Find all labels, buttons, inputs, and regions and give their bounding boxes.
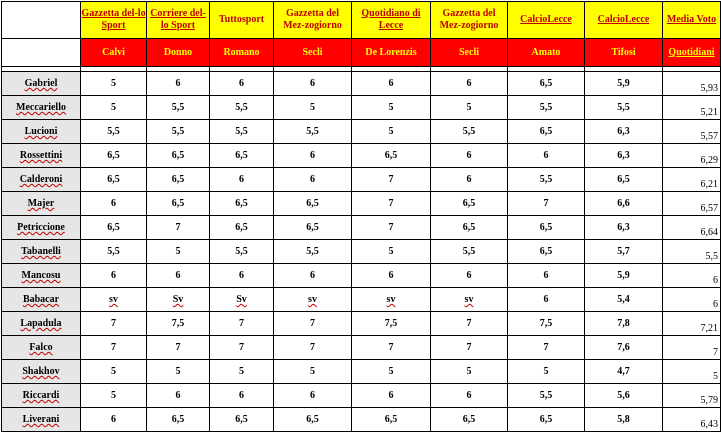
vote-cell: 5,5: [274, 240, 352, 264]
vote-cell: 6,5: [274, 408, 352, 432]
author-header: Tifosi: [585, 39, 663, 67]
vote-cell: 6,5: [352, 144, 431, 168]
author-header: Secli: [431, 39, 508, 67]
vote-cell: Sv: [210, 288, 274, 312]
player-row: [2, 72, 721, 96]
vote-cell: 7: [210, 312, 274, 336]
player-name: Liverani: [2, 408, 81, 432]
player-row: [2, 192, 721, 216]
vote-cell: 6,5: [508, 72, 585, 96]
vote-cell: 6: [210, 72, 274, 96]
newspaper-header-row: [2, 2, 721, 39]
newspaper-header: Quotidiano di Lecce: [352, 2, 431, 39]
vote-cell: 5: [431, 360, 508, 384]
vote-cell: 6: [508, 144, 585, 168]
author-header: Amato: [508, 39, 585, 67]
average-cell: 7: [663, 336, 721, 360]
vote-cell: 6: [81, 264, 147, 288]
vote-cell: 7: [274, 312, 352, 336]
vote-cell: 6,5: [431, 192, 508, 216]
vote-cell: 7,5: [352, 312, 431, 336]
player-row: [2, 120, 721, 144]
vote-cell: 5,5: [431, 240, 508, 264]
player-name: Majer: [2, 192, 81, 216]
average-cell: 5,5: [663, 240, 721, 264]
vote-cell: 7,5: [147, 312, 210, 336]
average-cell: 6,57: [663, 192, 721, 216]
vote-cell: 7: [210, 336, 274, 360]
vote-cell: 6,5: [210, 192, 274, 216]
newspaper-header: Gazzetta del-lo Sport: [81, 2, 147, 39]
vote-cell: 5,5: [508, 96, 585, 120]
vote-cell: sv: [81, 288, 147, 312]
average-header: Media Voto: [663, 2, 721, 39]
vote-cell: 7: [147, 336, 210, 360]
average-cell: 6,43: [663, 408, 721, 432]
vote-cell: sv: [352, 288, 431, 312]
vote-cell: 5: [352, 96, 431, 120]
vote-cell: 5,5: [81, 120, 147, 144]
average-cell: 5,93: [663, 72, 721, 96]
vote-cell: 7,6: [585, 336, 663, 360]
vote-cell: 7: [274, 336, 352, 360]
author-header: Calvi: [81, 39, 147, 67]
player-name: Rossettini: [2, 144, 81, 168]
vote-cell: 6,5: [147, 192, 210, 216]
vote-cell: sv: [431, 288, 508, 312]
newspaper-header: Corriere del-lo Sport: [147, 2, 210, 39]
average-cell: 7,21: [663, 312, 721, 336]
vote-cell: 6: [274, 168, 352, 192]
vote-cell: 5,5: [81, 240, 147, 264]
vote-cell: 6,5: [352, 408, 431, 432]
vote-cell: 5: [431, 96, 508, 120]
vote-cell: 7: [147, 216, 210, 240]
vote-cell: 5,6: [585, 384, 663, 408]
player-row: [2, 408, 721, 432]
vote-cell: 5,9: [585, 264, 663, 288]
player-row: [2, 168, 721, 192]
player-row: [2, 288, 721, 312]
vote-cell: 7,8: [585, 312, 663, 336]
vote-cell: 5: [508, 360, 585, 384]
player-name: Riccardi: [2, 384, 81, 408]
vote-cell: 7: [81, 336, 147, 360]
vote-cell: sv: [274, 288, 352, 312]
vote-cell: 5,5: [585, 96, 663, 120]
vote-cell: 6,5: [147, 408, 210, 432]
vote-cell: 5,5: [508, 384, 585, 408]
vote-cell: 7: [81, 312, 147, 336]
player-name: Babacar: [2, 288, 81, 312]
vote-cell: 5,5: [508, 168, 585, 192]
vote-cell: 6,5: [274, 192, 352, 216]
vote-cell: 6: [210, 384, 274, 408]
vote-cell: 5,5: [274, 120, 352, 144]
vote-cell: 7: [352, 192, 431, 216]
vote-cell: 6,5: [431, 408, 508, 432]
vote-cell: 5,4: [585, 288, 663, 312]
vote-cell: 5: [352, 360, 431, 384]
vote-cell: 6,3: [585, 120, 663, 144]
vote-cell: 5: [352, 120, 431, 144]
average-cell: 5,21: [663, 96, 721, 120]
average-cell: 6,64: [663, 216, 721, 240]
vote-cell: 6: [431, 144, 508, 168]
vote-cell: 5,5: [147, 96, 210, 120]
vote-cell: 6: [81, 408, 147, 432]
vote-cell: 6: [352, 384, 431, 408]
vote-cell: 5: [81, 96, 147, 120]
player-name: Lucioni: [2, 120, 81, 144]
vote-cell: 5: [147, 240, 210, 264]
player-row: [2, 336, 721, 360]
vote-cell: 6,5: [508, 408, 585, 432]
vote-cell: 7: [508, 192, 585, 216]
vote-cell: 5,8: [585, 408, 663, 432]
vote-cell: 6,5: [210, 408, 274, 432]
vote-cell: 5,5: [431, 120, 508, 144]
vote-cell: 6: [431, 384, 508, 408]
vote-cell: Sv: [147, 288, 210, 312]
vote-cell: 5: [210, 360, 274, 384]
vote-cell: 5: [147, 360, 210, 384]
vote-cell: 6,5: [585, 168, 663, 192]
vote-cell: 6,3: [585, 144, 663, 168]
author-header: Romano: [210, 39, 274, 67]
average-cell: 5: [663, 360, 721, 384]
vote-cell: 6: [431, 72, 508, 96]
newspaper-header: Gazzetta del Mez-zogiorno: [431, 2, 508, 39]
vote-cell: 7: [508, 336, 585, 360]
average-cell: 6,29: [663, 144, 721, 168]
vote-cell: 5: [274, 96, 352, 120]
vote-cell: 6: [508, 288, 585, 312]
vote-cell: 6,5: [147, 144, 210, 168]
vote-cell: 6: [147, 72, 210, 96]
vote-cell: 6: [81, 192, 147, 216]
player-name: Meccariello: [2, 96, 81, 120]
author-header: Quotidiani: [663, 39, 721, 67]
vote-cell: 6: [274, 264, 352, 288]
vote-cell: 6,5: [508, 120, 585, 144]
average-cell: 6: [663, 288, 721, 312]
vote-cell: 5: [81, 384, 147, 408]
vote-cell: 5: [81, 72, 147, 96]
ratings-table: [1, 1, 721, 432]
player-name: Shakhov: [2, 360, 81, 384]
newspaper-header: Gazzetta del Mez-zogiorno: [274, 2, 352, 39]
average-cell: 6: [663, 264, 721, 288]
vote-cell: 6,5: [81, 216, 147, 240]
player-row: [2, 312, 721, 336]
player-name: Calderoni: [2, 168, 81, 192]
vote-cell: 6,5: [81, 144, 147, 168]
vote-cell: 5,7: [585, 240, 663, 264]
vote-cell: 6: [274, 144, 352, 168]
vote-cell: 6: [210, 264, 274, 288]
vote-cell: 6: [274, 72, 352, 96]
header-corner-cell: [2, 2, 81, 39]
vote-cell: 5,5: [210, 96, 274, 120]
vote-cell: 7: [352, 336, 431, 360]
vote-cell: 6,6: [585, 192, 663, 216]
player-name: Falco: [2, 336, 81, 360]
vote-cell: 6,5: [210, 144, 274, 168]
vote-cell: 6,5: [431, 216, 508, 240]
vote-cell: 6,3: [585, 216, 663, 240]
vote-cell: 6: [147, 264, 210, 288]
author-header: De Lorenzis: [352, 39, 431, 67]
vote-cell: 5,5: [210, 240, 274, 264]
vote-cell: 5: [274, 360, 352, 384]
newspaper-header: CalcioLecce: [508, 2, 585, 39]
newspaper-header: CalcioLecce: [585, 2, 663, 39]
vote-cell: 4,7: [585, 360, 663, 384]
vote-cell: 7: [352, 216, 431, 240]
player-name: Gabriel: [2, 72, 81, 96]
vote-cell: 7: [431, 336, 508, 360]
vote-cell: 5,9: [585, 72, 663, 96]
vote-cell: 6: [352, 72, 431, 96]
player-name: Lapadula: [2, 312, 81, 336]
vote-cell: 6,5: [508, 216, 585, 240]
vote-cell: 6: [431, 168, 508, 192]
average-cell: 6,21: [663, 168, 721, 192]
average-cell: 5,57: [663, 120, 721, 144]
author-header: Donno: [147, 39, 210, 67]
vote-cell: 6,5: [274, 216, 352, 240]
newspaper-header: Tuttosport: [210, 2, 274, 39]
vote-cell: 6: [352, 264, 431, 288]
vote-cell: 6: [210, 168, 274, 192]
player-row: [2, 96, 721, 120]
vote-cell: 7: [352, 168, 431, 192]
player-row: [2, 240, 721, 264]
vote-cell: 5: [352, 240, 431, 264]
vote-cell: 6,5: [210, 216, 274, 240]
vote-cell: 5: [81, 360, 147, 384]
vote-cell: 6: [508, 264, 585, 288]
vote-cell: 6,5: [508, 240, 585, 264]
player-row: [2, 384, 721, 408]
vote-cell: 6: [274, 384, 352, 408]
vote-cell: 6,5: [81, 168, 147, 192]
vote-cell: 7,5: [508, 312, 585, 336]
player-row: [2, 216, 721, 240]
vote-cell: 5,5: [147, 120, 210, 144]
player-name: Tabanelli: [2, 240, 81, 264]
player-row: [2, 264, 721, 288]
vote-cell: 5,5: [210, 120, 274, 144]
vote-cell: 7: [431, 312, 508, 336]
player-name: Petriccione: [2, 216, 81, 240]
author-header: Secli: [274, 39, 352, 67]
player-name: Mancosu: [2, 264, 81, 288]
average-cell: 5,79: [663, 384, 721, 408]
vote-cell: 6: [431, 264, 508, 288]
vote-cell: 6: [147, 384, 210, 408]
author-header-row: [2, 39, 721, 67]
vote-cell: 6,5: [147, 168, 210, 192]
author-corner-cell: [2, 39, 81, 67]
player-row: [2, 144, 721, 168]
player-row: [2, 360, 721, 384]
